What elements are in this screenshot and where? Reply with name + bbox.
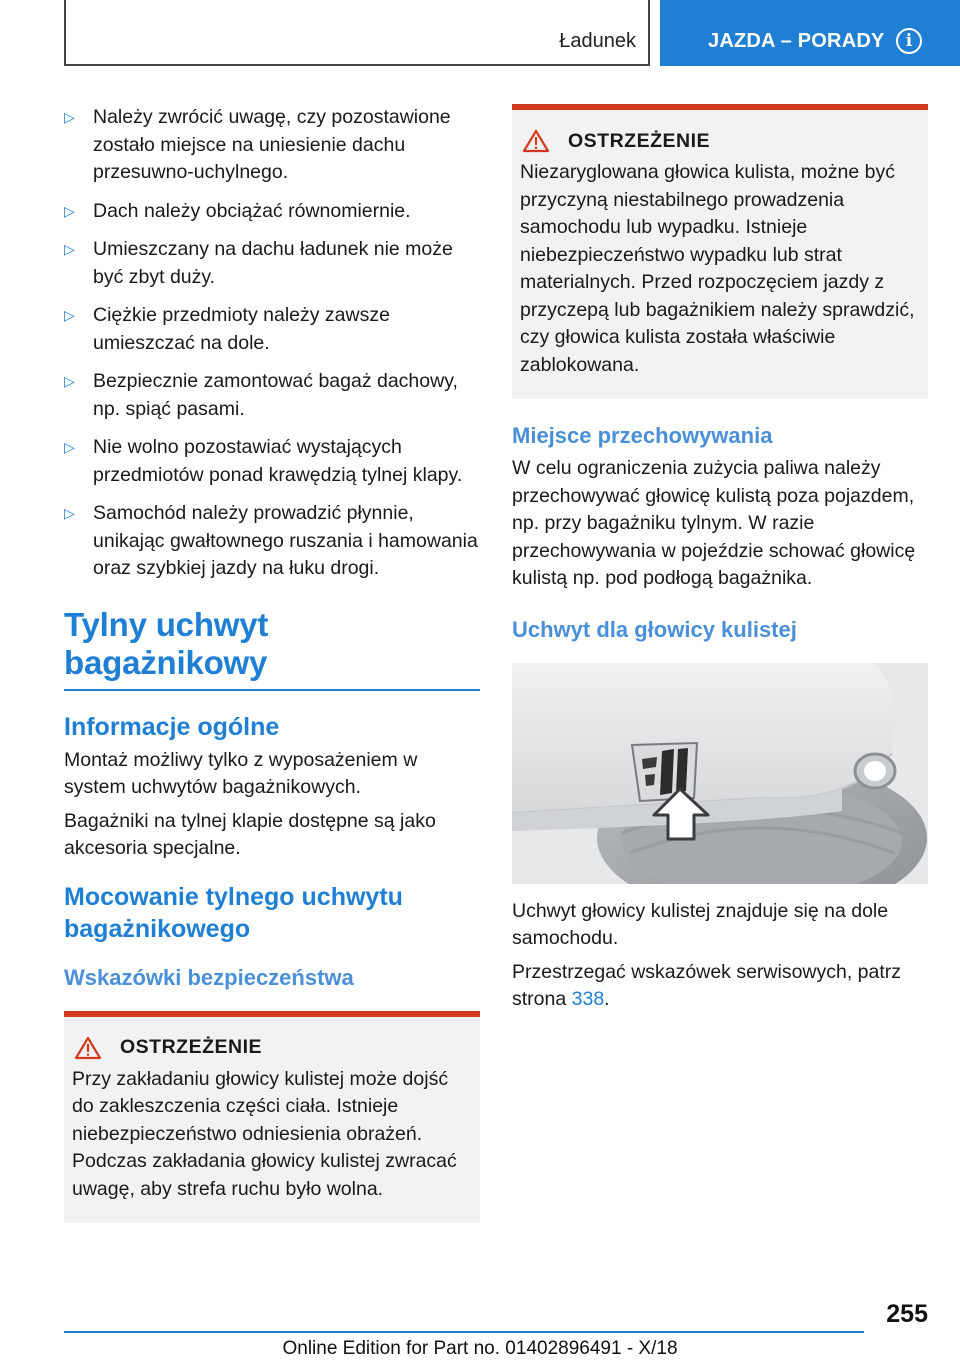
list-item: ▷ Samochód należy prowadzić płynnie, unikając gwałtownego ruszania i hamowania oraz szybkiej jazdy na łuku drogi.: [64, 502, 478, 579]
triangle-bullet-icon: ▷: [64, 241, 75, 257]
service-reference: Przestrzegać wskazówek serwisowych, patrz strona 338.: [512, 960, 902, 1010]
footer-divider: [64, 1331, 864, 1333]
loading-tips-list: [64, 104, 480, 583]
storage-paragraph: W celu ograniczenia zużycia paliwa należy przechowywać głowicę kulistą poza pojazdem, np. przy bagażniku tylnym. W razie przechowywania w pojeździe schować głowicę kulistą np. pod podłogą bagażnika.: [512, 457, 916, 589]
triangle-bullet-icon: ▷: [64, 202, 75, 219]
section-heading: Tylny uchwyt bagażnikowy: [64, 606, 480, 691]
general-paragraph-2: Bagażniki na tylnej klapie dostępne są jako akcesoria specjalne.: [64, 809, 436, 859]
warning-box: [64, 1011, 480, 1224]
warning-title: OSTRZEŻENIE: [120, 1036, 263, 1058]
subheading-general: Informacje ogólne: [64, 712, 280, 741]
subheading-storage: Miejsce przechowywania: [512, 423, 773, 448]
edition-footer: Online Edition for Part no. 01402896491 - X/18: [282, 1338, 678, 1359]
subheading-mounting: Mocowanie tylnego uchwytu bagażnikowego: [64, 882, 403, 943]
list-item: ▷ Należy zwrócić uwagę, czy pozostawione zostało miejsce na uniesienie dachu przesuwno-uchylnego.: [64, 106, 451, 183]
ball-head-holder-illustration: [512, 663, 928, 884]
subheading-safety: Wskazówki bezpieczeństwa: [64, 964, 354, 990]
header-chapter-tab[interactable]: [660, 0, 960, 66]
list-item: ▷ Umieszczany na dachu ładunek nie może być zbyt duży.: [64, 238, 453, 288]
list-item: ▷ Bezpiecznie zamontować bagaż dachowy, np. spiąć pasami.: [64, 370, 458, 420]
triangle-bullet-icon: ▷: [64, 505, 75, 521]
warning-title: OSTRZEŻENIE: [568, 129, 711, 152]
triangle-bullet-icon: ▷: [64, 307, 75, 323]
right-column: [512, 104, 928, 1014]
warning-text: Przy zakładaniu głowicy kulistej może dojść do zakleszczenia części ciała. Istnieje niebezpieczeństwo odniesienia obrażeń. Podczas zakładania głowicy kulistej zwracać uwagę, aby strefa ruchu było wolna.: [72, 1067, 457, 1200]
figure-caption: Uchwyt głowicy kulistej znajduje się na dole samochodu.: [512, 899, 889, 949]
chapter-title[interactable]: JAZDA – PORADY: [708, 30, 885, 52]
general-paragraph-1: Montaż możliwy tylko z wyposażeniem w system uchwytów bagażnikowych.: [64, 748, 418, 798]
page-reference-link[interactable]: 338: [571, 988, 605, 1010]
warning-triangle-icon: [74, 1036, 102, 1060]
warning-triangle-icon: [522, 129, 550, 153]
triangle-bullet-icon: ▷: [64, 373, 75, 389]
subheading-holder: Uchwyt dla głowicy kulistej: [512, 616, 797, 642]
warning-text: Niezaryglowana głowica kulista, możne być przyczyną niestabilnego prowadzenia samochodu lub wypadku. Istnieje niebezpieczeństwo wypadku lub strat materialnych. Przed rozpoczęciem jazdy z przyczepą lub bagażnikiem należy sprawdzić, czy głowica kulista została właściwie zablokowana.: [520, 161, 915, 376]
warning-box: [512, 104, 928, 399]
header-section-box: [64, 0, 650, 66]
car-underside-image: [512, 663, 928, 884]
section-title: Ładunek: [559, 30, 636, 52]
page-number: 255: [886, 1300, 928, 1328]
list-item: ▷ Ciężkie przedmioty należy zawsze umieszczać na dole.: [64, 304, 390, 354]
triangle-bullet-icon: ▷: [64, 439, 75, 455]
triangle-bullet-icon: ▷: [64, 109, 75, 125]
list-item: ▷ Nie wolno pozostawiać wystających przedmiotów ponad krawędzią tylnej klapy.: [64, 436, 463, 486]
info-icon[interactable]: i: [896, 28, 922, 54]
list-item: ▷ Dach należy obciążać równomiernie.: [64, 198, 480, 226]
left-column: [64, 104, 480, 1223]
